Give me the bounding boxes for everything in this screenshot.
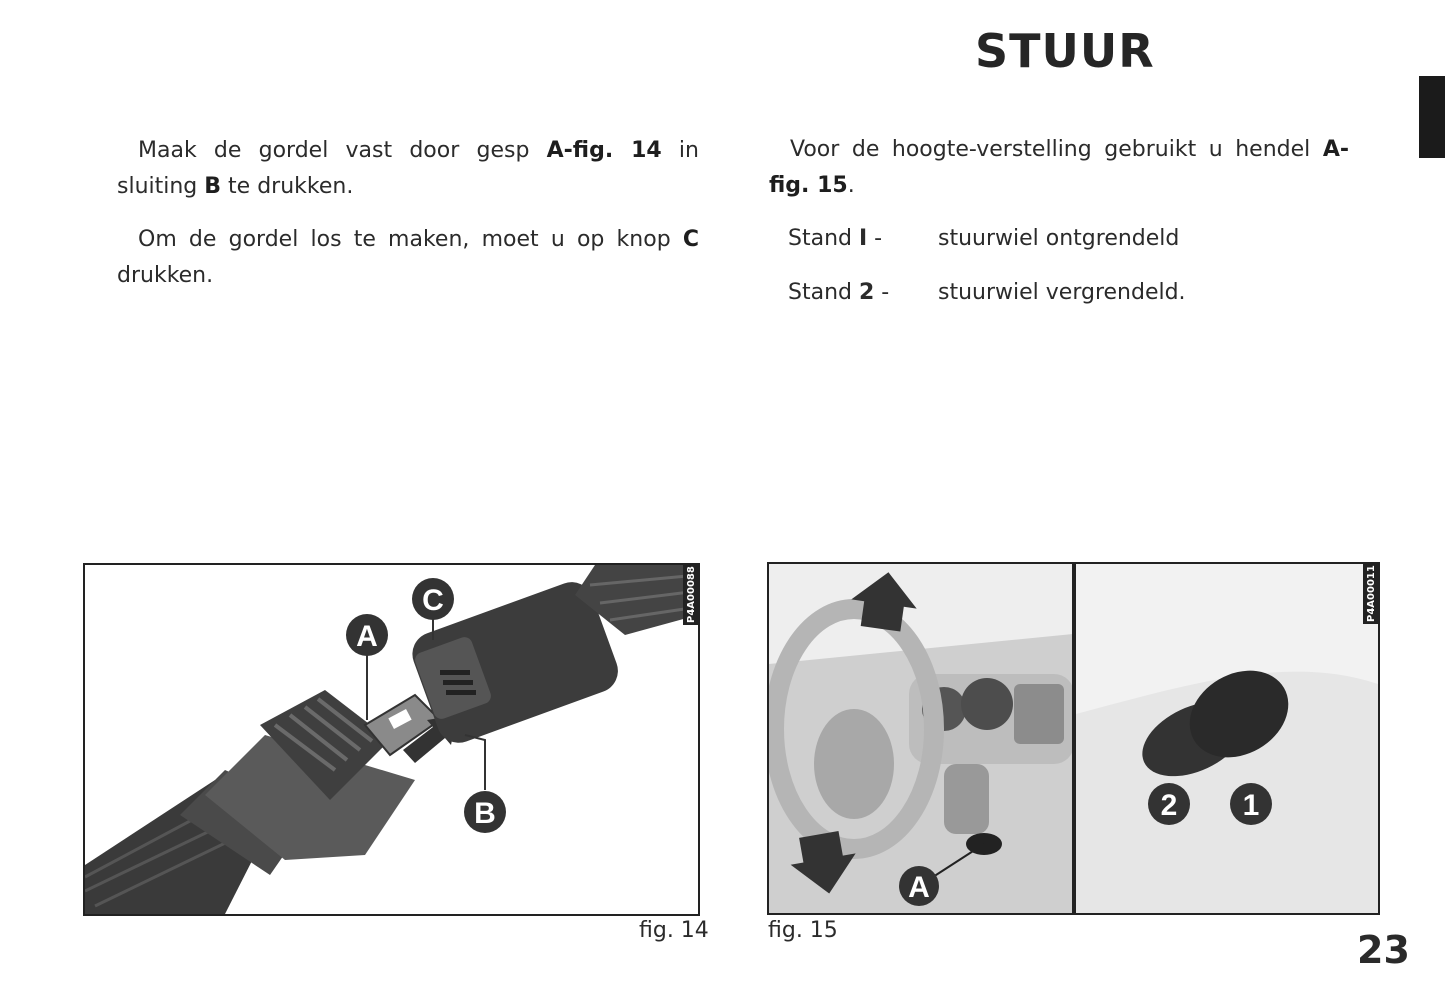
figure-15-steering <box>767 562 1380 915</box>
marker-b <box>464 791 506 833</box>
text: Om de gordel los te maken, moet u op knop <box>138 227 683 252</box>
marker-1 <box>1230 783 1272 825</box>
stand-2-label: Stand 2 - <box>788 280 890 305</box>
figure-15-caption: fig. 15 <box>768 918 838 943</box>
figure-code: P4A00088 <box>686 566 697 623</box>
seatbelt-illustration <box>85 565 698 914</box>
ref-button-c: C <box>682 227 699 252</box>
marker-c <box>412 578 454 620</box>
text: Voor de hoogte-verstelling gebruikt u hendel <box>790 137 1323 162</box>
svg-text:B: B <box>474 797 496 830</box>
figure-14-caption: fig. 14 <box>639 918 709 943</box>
stand-1-description: stuurwiel ontgrendeld <box>938 226 1180 251</box>
marker-a <box>346 614 388 656</box>
svg-text:A: A <box>356 620 378 653</box>
thumb-index-tab <box>1419 76 1445 158</box>
figure-code: P4A00011 <box>1366 565 1377 622</box>
svg-text:C: C <box>422 584 444 617</box>
page-number: 23 <box>1357 928 1410 972</box>
paragraph-height-adjustment <box>769 132 1349 204</box>
ref-lock-b: B <box>204 174 222 199</box>
text: drukken. <box>117 263 214 288</box>
section-heading: STUUR <box>975 24 1155 78</box>
marker-a <box>899 866 939 906</box>
svg-text:2: 2 <box>1160 789 1178 822</box>
paragraph-fasten-belt <box>117 133 699 205</box>
svg-text:A: A <box>908 871 930 904</box>
steering-illustration <box>769 564 1378 913</box>
ref-buckle-a: A-fig. 14 <box>546 138 662 163</box>
stand-1-label: Stand I - <box>788 226 883 251</box>
text: . <box>847 173 855 198</box>
stand-2-description: stuurwiel vergrendeld. <box>938 280 1186 305</box>
marker-2 <box>1148 783 1190 825</box>
paragraph-release-belt <box>117 222 699 294</box>
text: Maak de gordel vast door gesp <box>138 138 547 163</box>
text: te drukken. <box>221 174 354 199</box>
text: in sluiting <box>117 138 699 199</box>
ref-lever-a: A-fig. 15 <box>769 137 1349 198</box>
svg-text:1: 1 <box>1242 789 1260 822</box>
figure-14-seatbelt <box>83 563 700 916</box>
